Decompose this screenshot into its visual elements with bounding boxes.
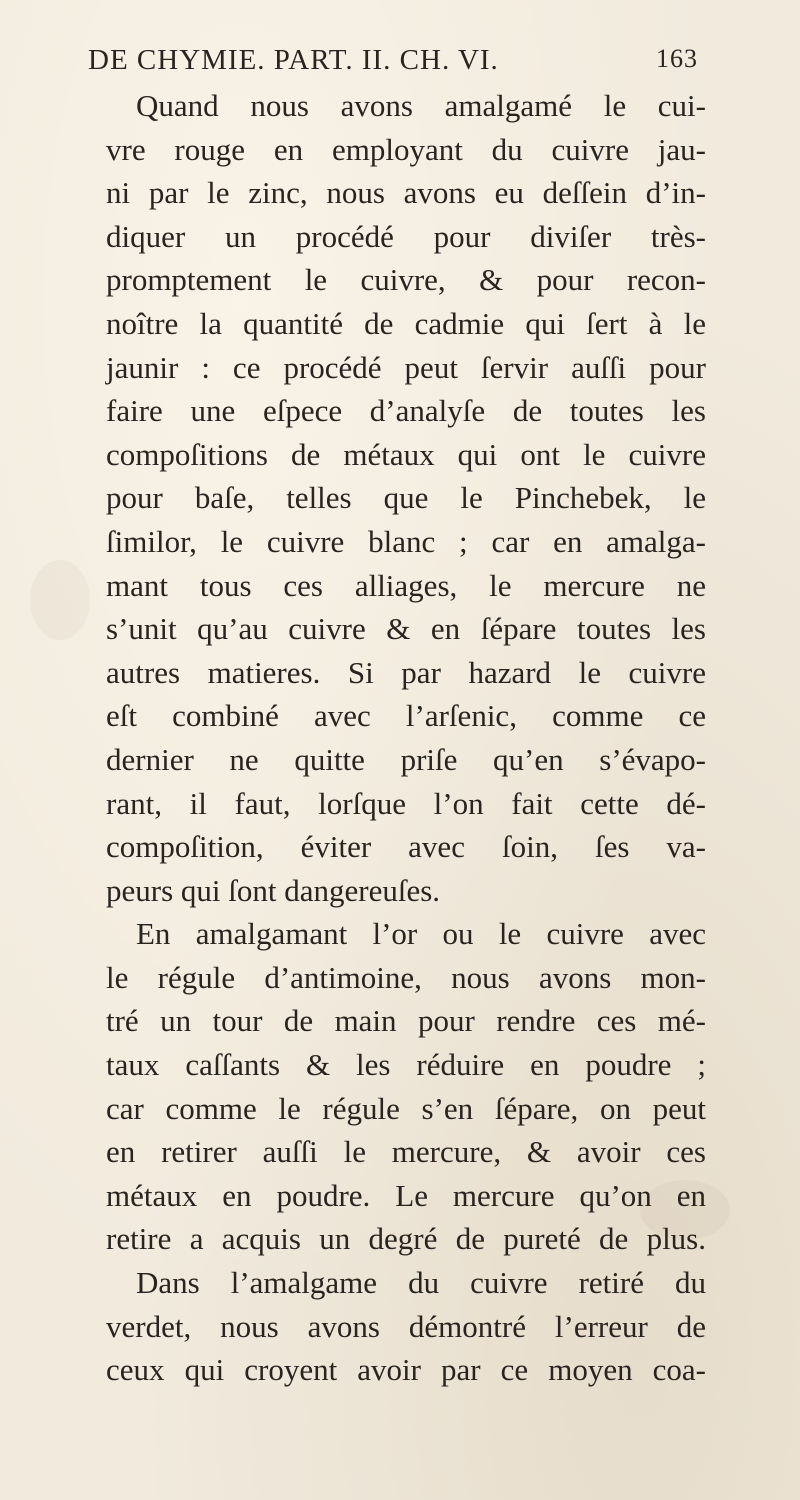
- text-line: ſimilor, le cuivre blanc ; car en amalga-: [106, 523, 706, 559]
- text-line: eſt combiné avec l’arſenic, comme ce: [106, 698, 706, 734]
- text-line: ni par le zinc, nous avons eu deſſein d’in-: [106, 175, 706, 211]
- text-line: tré un tour de main pour rendre ces mé-: [106, 1003, 706, 1039]
- text-line: dernier ne quitte priſe qu’en s’évapo-: [106, 741, 706, 777]
- text-line: autres matieres. Si par hazard le cuivre: [106, 654, 706, 690]
- paper-stain: [30, 560, 90, 640]
- text-line: ceux qui croyent avoir par ce moyen coa-: [106, 1352, 706, 1388]
- text-line: noître la quantité de cadmie qui ſert à le: [106, 305, 706, 341]
- text-line: Quand nous avons amalgamé le cui-: [136, 88, 706, 123]
- text-line: compoſition, éviter avec ſoin, ſes va-: [106, 829, 706, 865]
- text-line: vre rouge en employant du cuivre jau-: [106, 131, 706, 167]
- text-line: taux caſſants & les réduire en poudre ;: [106, 1047, 706, 1083]
- text-line: métaux en poudre. Le mercure qu’on en: [106, 1177, 706, 1213]
- text-line: promptement le cuivre, & pour recon-: [106, 262, 706, 298]
- text-line: mant tous ces alliages, le mercure ne: [106, 567, 706, 603]
- text-line: s’unit qu’au cuivre & en ſépare toutes les: [106, 611, 706, 647]
- text-line: Dans l’amalgame du cuivre retiré du: [136, 1265, 706, 1301]
- text-line: faire une eſpece d’analyſe de toutes les: [106, 393, 706, 429]
- text-line: le régule d’antimoine, nous avons mon-: [106, 959, 706, 995]
- text-line: peurs qui ſont dangereuſes.: [106, 872, 441, 908]
- text-line: verdet, nous avons démontré l’erreur de: [106, 1308, 706, 1344]
- text-line: jaunir : ce procédé peut ſervir auſſi pour: [106, 349, 706, 385]
- running-header: [88, 44, 728, 88]
- running-title: DE CHYMIE. PART. II. CH. VI.: [88, 44, 499, 76]
- text-line: car comme le régule s’en ſépare, on peut: [106, 1090, 706, 1126]
- text-line: en retirer auſſi le mercure, & avoir ces: [106, 1134, 706, 1170]
- text-line: diquer un procédé pour diviſer très-: [106, 218, 706, 254]
- text-line: retire a acquis un degré de pureté de plus.: [106, 1221, 706, 1257]
- body-text: [106, 84, 706, 1392]
- text-line: compoſitions de métaux qui ont le cuivre: [106, 436, 706, 472]
- page-number: 163: [656, 44, 698, 73]
- text-line: En amalgamant l’or ou le cuivre avec: [136, 916, 706, 952]
- text-line: rant, il faut, lorſque l’on fait cette dé-: [106, 785, 706, 821]
- text-line: pour baſe, telles que le Pinchebek, le: [106, 480, 706, 516]
